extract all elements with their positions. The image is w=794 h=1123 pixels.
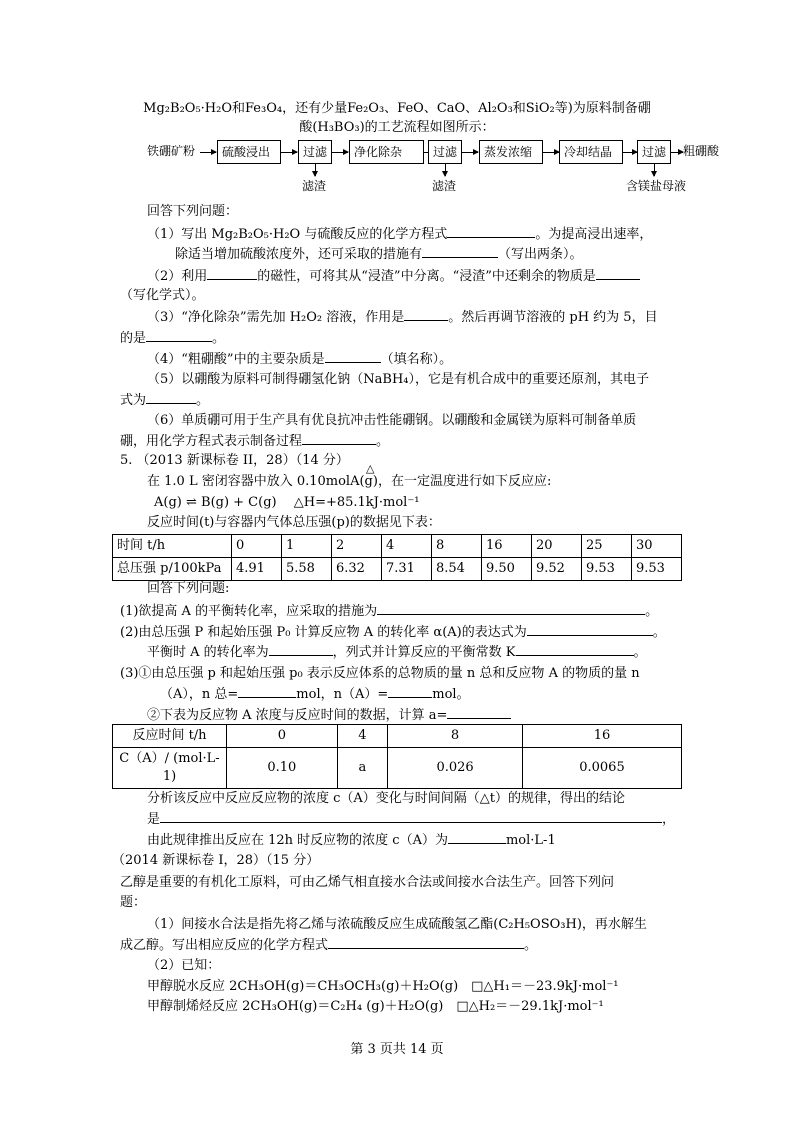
flow-step: 过滤 xyxy=(298,140,332,164)
pressure-table xyxy=(112,534,682,581)
q5-reaction: A(g) ⇌ B(g) + C(g) △H=+85.1kJ·mol⁻¹ xyxy=(154,495,420,510)
table-cell: 0.10 xyxy=(227,748,338,789)
concentration-table xyxy=(112,724,682,789)
answer-blank xyxy=(422,245,498,258)
q4-item-1-cont: 除适当增加硫酸浓度外，还可采取的措施有 （写出两条）。 xyxy=(175,247,583,262)
table-cell: 0.0065 xyxy=(522,748,681,789)
table-cell: 20 xyxy=(532,535,582,558)
flow-arrow xyxy=(623,152,637,153)
flow-end: 粗硼酸 xyxy=(683,144,720,158)
flow-step: 净化除杂 xyxy=(349,140,424,164)
answer-blank xyxy=(328,936,524,949)
q5-conclusion-cont: 是 ， xyxy=(147,812,676,827)
table-cell: 总压强 p/100kPa xyxy=(113,558,232,581)
table-cell: 2 xyxy=(332,535,382,558)
q6-equation-1: 甲醇脱水反应 2CH₃OH(g)＝CH₃OCH₃(g)＋H₂O(g) □△H₁＝－23.9kJ·mol⁻¹ xyxy=(147,979,619,994)
flow-arrow xyxy=(671,152,683,153)
flow-arrow xyxy=(332,152,348,153)
table-cell: 16 xyxy=(482,535,532,558)
q6-header: （2014 新课标卷 I，28）（15 分） xyxy=(112,853,320,868)
answer-blank xyxy=(596,267,640,280)
flow-step: 过滤 xyxy=(637,140,671,164)
intro-line-1: Mg₂B₂O₅·H₂O和Fe₃O₄，还有少量Fe₂O₃、FeO、CaO、Al₂O₃和SiO₂等)为原料制备硼 xyxy=(143,101,651,116)
table-cell: 4.91 xyxy=(232,558,282,581)
flow-down-arrow xyxy=(445,164,446,176)
q4-item-3: （3）“净化除杂”需先加 H₂O₂ 溶液，作用是 。然后再调节溶液的 pH 约为 5，目 xyxy=(147,310,658,325)
heat-symbol: △ xyxy=(366,462,375,475)
flow-residue: 滤渣 xyxy=(302,179,327,193)
answer-blank xyxy=(325,350,381,363)
table-cell: 时间 t/h xyxy=(113,535,232,558)
flow-step: 冷却结晶 xyxy=(559,140,623,164)
answer-blank xyxy=(160,810,662,823)
table-cell: 0.026 xyxy=(388,748,523,789)
flow-start: 铁硼矿粉 xyxy=(147,144,196,158)
q4-item-6: （6）单质硼可用于生产具有优良抗冲击性能硼钢。以硼酸和金属镁为原料可制备单质 xyxy=(147,413,637,428)
table-cell: 1 xyxy=(282,535,332,558)
q5-intro: 在 1.0 L 密闭容器中放入 0.10molA(g)，在一定温度进行如下反应应: xyxy=(147,474,552,489)
q4-item-5-cont: 式为 。 xyxy=(120,393,210,408)
answer-blank xyxy=(146,391,196,404)
answer-blank xyxy=(527,623,653,636)
process-flow-chart xyxy=(140,140,730,200)
answer-blank xyxy=(207,267,257,280)
table-row xyxy=(113,535,682,558)
flow-step: 蒸发浓缩 xyxy=(479,140,543,164)
table-cell: 9.50 xyxy=(482,558,532,581)
table-cell: 9.53 xyxy=(632,558,682,581)
q5-item-3: (3)①由总压强 p 和起始压强 p₀ 表示反应体系的总物质的量 n 总和反应物 A 的物质的量 n xyxy=(120,666,640,681)
table-cell: 7.31 xyxy=(382,558,432,581)
q4-item-2: （2）利用 的磁性，可将其从“浸渣”中分离。“浸渣”中还剩余的物质是 xyxy=(147,267,640,286)
q6-intro: 乙醇是重要的有机化工原料，可由乙烯气相直接水合法或间接水合法生产。回答下列问 xyxy=(120,875,615,890)
table-cell: 0 xyxy=(232,535,282,558)
table-cell: 5.58 xyxy=(282,558,332,581)
table-cell: 8.54 xyxy=(432,558,482,581)
answer-blank xyxy=(448,831,506,844)
q4-item-3-cont: 的是 。 xyxy=(120,331,226,346)
table-cell: a xyxy=(337,748,387,789)
q4-prompt: 回答下列问题： xyxy=(147,204,239,219)
q5-item-3-part2: ②下表为反应物 A 浓度与反应时间的数据，计算 a= xyxy=(147,706,511,725)
q6-equation-2: 甲醇制烯烃反应 2CH₃OH(g)＝C₂H₄ (g)＋H₂O(g) □△H₂＝－29.1kJ·mol⁻¹ xyxy=(147,999,604,1014)
answer-blank xyxy=(404,308,448,321)
q5-table-intro: 反应时间(t)与容器内气体总压强(p)的数据见下表： xyxy=(147,515,441,530)
table-cell: 反应时间 t/h xyxy=(113,725,227,748)
q6-intro-cont: 题： xyxy=(120,895,147,910)
table-row xyxy=(113,558,682,581)
q5-item-2: (2)由总压强 P 和起始压强 P₀ 计算反应物 A 的转化率 α(A)的表达式为 。 xyxy=(120,625,666,640)
table-cell: 9.53 xyxy=(582,558,632,581)
table-cell: 4 xyxy=(382,535,432,558)
q4-item-1: （1）写出 Mg₂B₂O₅·H₂O 与硫酸反应的化学方程式 。为提高浸出速率， xyxy=(147,227,653,242)
answer-blank xyxy=(302,432,376,445)
answer-blank xyxy=(516,643,634,656)
table-cell: 9.52 xyxy=(532,558,582,581)
q6-item-1: （1）间接水合法是指先将乙烯与浓硫酸反应生成硫酸氢乙酯(C₂H₅OSO₃H)，再水解生 xyxy=(147,917,647,932)
q5-item-2-cont: 平衡时 A 的转化率为 ，列式并计算反应的平衡常数 K 。 xyxy=(147,645,647,660)
table-cell: 4 xyxy=(337,725,387,748)
flow-down-arrow xyxy=(315,164,316,176)
table-cell: 16 xyxy=(522,725,681,748)
q4-item-5: （5）以硼酸为原料可制得硼氢化钠（NaBH₄），它是有机合成中的重要还原剂，其电子 xyxy=(147,372,649,387)
q4-item-6-cont: 硼，用化学方程式表示制备过程 。 xyxy=(120,434,390,449)
table-cell: 0 xyxy=(227,725,338,748)
answer-blank xyxy=(377,602,645,615)
flow-mother-liquor: 含镁盐母液 xyxy=(626,179,687,193)
answer-blank xyxy=(447,225,535,238)
q5-conclusion: 分析该反应中反应反应物的浓度 c（A）变化与时间间隔（△t）的规律，得出的结论 xyxy=(147,791,626,806)
flow-down-arrow xyxy=(654,164,655,176)
table-cell: 8 xyxy=(388,725,523,748)
table-cell: C（A）/ (mol·L-1) xyxy=(113,748,227,789)
flow-residue: 滤渣 xyxy=(432,179,457,193)
q6-item-2: （2）已知： xyxy=(147,958,221,973)
q4-item-4: （4）“粗硼酸”中的主要杂质是 （填名称）。 xyxy=(147,352,453,367)
answer-blank xyxy=(238,685,296,698)
flow-arrow xyxy=(543,152,559,153)
table-cell: 8 xyxy=(432,535,482,558)
q5-item-1: (1)欲提高 A 的平衡转化率，应采取的措施为 。 xyxy=(120,604,659,619)
answer-blank xyxy=(269,643,333,656)
intro-line-2: 酸(H₃BO₃)的工艺流程如图所示： xyxy=(299,120,495,135)
answer-blank xyxy=(388,685,432,698)
q4-item-2-cont: （写化学式）。 xyxy=(120,288,205,303)
page-footer: 第 3 页共 14 页 xyxy=(350,1042,444,1057)
table-row xyxy=(113,725,682,748)
flow-arrow xyxy=(462,152,478,153)
q5-item-3-cont: （A），n 总= mol，n（A）= mol。 xyxy=(160,687,470,702)
flow-step: 硫酸浸出 xyxy=(217,140,281,164)
flow-step: 过滤 xyxy=(428,140,462,164)
q5-prompt: 回答下列问题: xyxy=(147,581,230,596)
flow-arrow xyxy=(281,152,297,153)
table-cell: 30 xyxy=(632,535,682,558)
answer-blank xyxy=(146,329,212,342)
answer-blank xyxy=(447,706,511,719)
q5-extrapolate: 由此规律推出反应在 12h 时反应物的浓度 c（A）为 mol·L-1 xyxy=(147,833,556,848)
table-row xyxy=(113,748,682,789)
table-cell: 6.32 xyxy=(332,558,382,581)
flow-arrow xyxy=(200,152,216,153)
q5-header: 5. （2013 新课标卷 II，28）（14 分） xyxy=(120,453,349,468)
table-cell: 25 xyxy=(582,535,632,558)
q6-item-1-cont: 成乙醇。写出相应反应的化学方程式 。 xyxy=(120,938,538,953)
